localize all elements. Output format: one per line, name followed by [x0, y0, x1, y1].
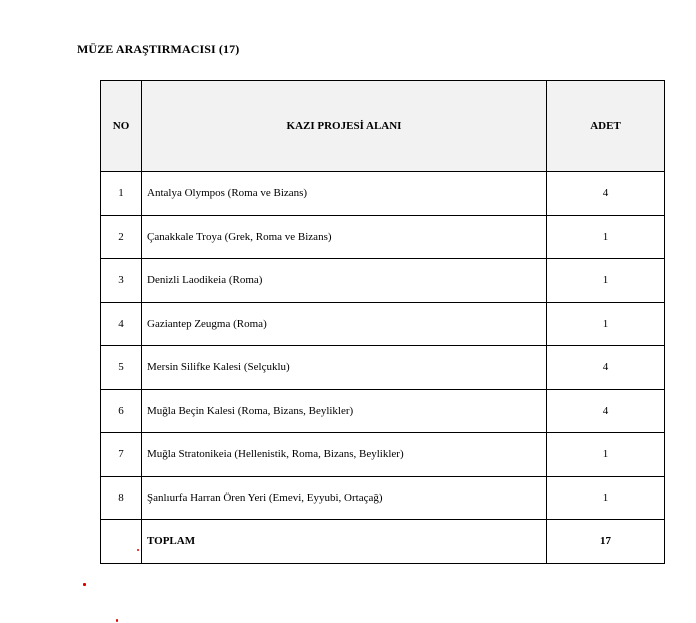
row-area: Antalya Olympos (Roma ve Bizans) — [142, 172, 547, 216]
row-count: 1 — [547, 476, 665, 520]
row-count: 1 — [547, 302, 665, 346]
header-area: KAZI PROJESİ ALANI — [142, 81, 547, 172]
red-mark — [116, 619, 118, 622]
table-row — [101, 433, 665, 477]
table-row — [101, 215, 665, 259]
row-no: 1 — [101, 172, 142, 216]
table-row — [101, 476, 665, 520]
red-mark — [83, 583, 86, 586]
row-no: 3 — [101, 259, 142, 303]
excavation-table — [100, 80, 665, 564]
row-count: 1 — [547, 259, 665, 303]
row-no: 2 — [101, 215, 142, 259]
row-no: 7 — [101, 433, 142, 477]
header-count: ADET — [547, 81, 665, 172]
row-area: Şanlıurfa Harran Ören Yeri (Emevi, Eyyubi, Ortaçağ) — [142, 476, 547, 520]
header-no: NO — [101, 81, 142, 172]
row-no: 8 — [101, 476, 142, 520]
row-count: 1 — [547, 215, 665, 259]
row-no: 4 — [101, 302, 142, 346]
table-row — [101, 346, 665, 390]
document-title: MÜZE ARAŞTIRMACISI (17) — [77, 42, 240, 56]
total-no-cell — [101, 520, 142, 564]
red-mark — [137, 549, 139, 551]
row-area: Muğla Beçin Kalesi (Roma, Bizans, Beylikler) — [142, 389, 547, 433]
row-area: Mersin Silifke Kalesi (Selçuklu) — [142, 346, 547, 390]
row-count: 1 — [547, 433, 665, 477]
row-count: 4 — [547, 172, 665, 216]
row-area: Muğla Stratonikeia (Hellenistik, Roma, Bizans, Beylikler) — [142, 433, 547, 477]
total-label: TOPLAM — [142, 520, 547, 564]
row-area: Gaziantep Zeugma (Roma) — [142, 302, 547, 346]
table-row — [101, 172, 665, 216]
row-area: Denizli Laodikeia (Roma) — [142, 259, 547, 303]
table-row — [101, 389, 665, 433]
table-row — [101, 302, 665, 346]
row-count: 4 — [547, 389, 665, 433]
total-count: 17 — [547, 520, 665, 564]
total-row — [101, 520, 665, 564]
row-count: 4 — [547, 346, 665, 390]
table-row — [101, 259, 665, 303]
row-no: 6 — [101, 389, 142, 433]
row-area: Çanakkale Troya (Grek, Roma ve Bizans) — [142, 215, 547, 259]
table-header-row — [101, 81, 665, 172]
row-no: 5 — [101, 346, 142, 390]
